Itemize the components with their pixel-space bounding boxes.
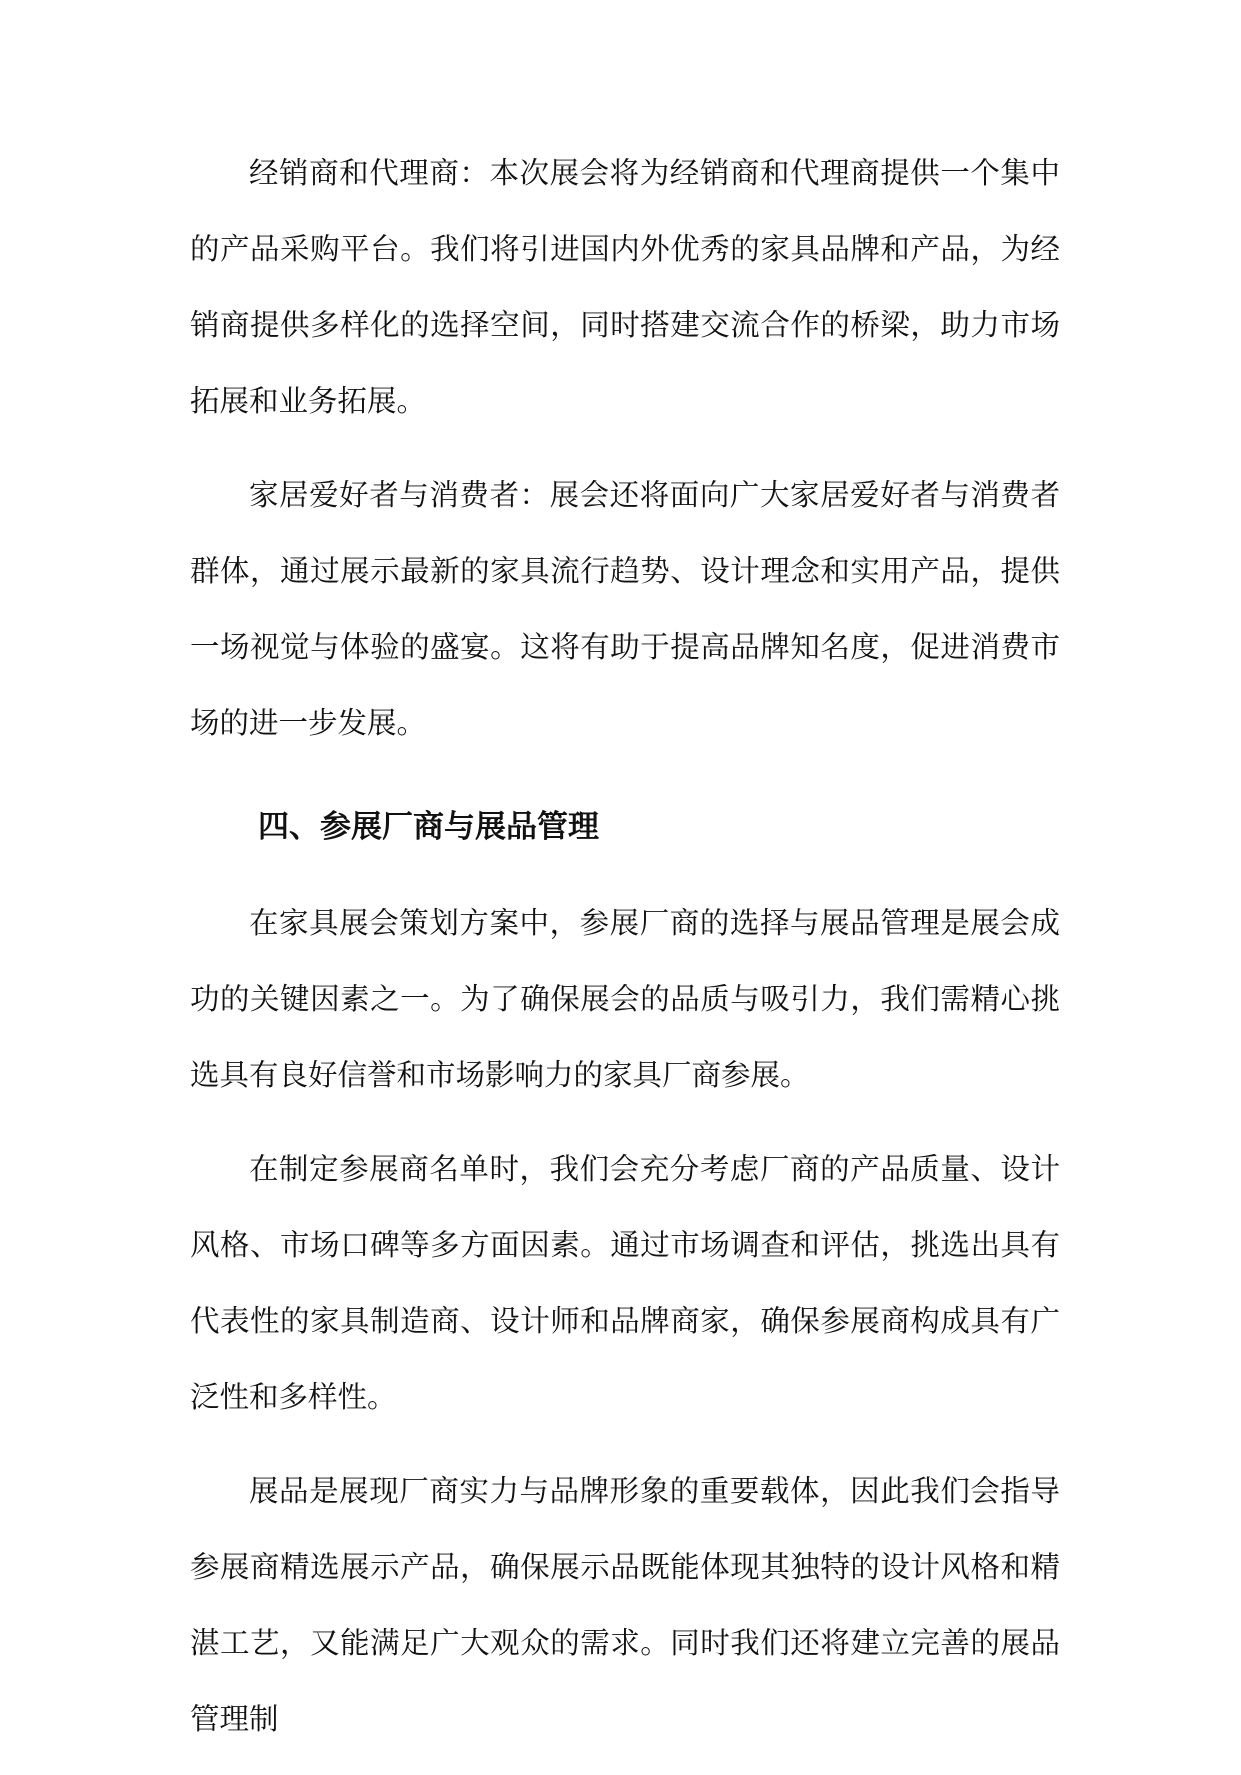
paragraph-exhibitor-list: 在制定参展商名单时，我们会充分考虑厂商的产品质量、设计风格、市场口碑等多方面因素。通过市场调查和评估，挑选出具有代表性的家具制造商、设计师和品牌商家，确保参展商构成具有广泛性和多样性。	[190, 1152, 1060, 1414]
section-heading: 四、参展厂商与展品管理	[258, 809, 599, 845]
paragraph-dealers-agents: 经销商和代理商：本次展会将为经销商和代理商提供一个集中的产品采购平台。我们将引进国内外优秀的家具品牌和产品，为经销商提供多样化的选择空间，同时搭建交流合作的桥梁，助力市场拓展和业务拓展。	[190, 156, 1060, 418]
paragraph-home-enthusiasts: 家居爱好者与消费者：展会还将面向广大家居爱好者与消费者群体，通过展示最新的家具流行趋势、设计理念和实用产品，提供一场视觉与体验的盛宴。这将有助于提高品牌知名度，促进消费市场的进一步发展。	[190, 478, 1060, 740]
paragraph-exhibitor-selection: 在家具展会策划方案中，参展厂商的选择与展品管理是展会成功的关键因素之一。为了确保展会的品质与吸引力，我们需精心挑选具有良好信誉和市场影响力的家具厂商参展。	[190, 906, 1060, 1092]
paragraph-exhibit-management: 展品是展现厂商实力与品牌形象的重要载体，因此我们会指导参展商精选展示产品，确保展示品既能体现其独特的设计风格和精湛工艺，又能满足广大观众的需求。同时我们还将建立完善的展品管理制	[190, 1474, 1060, 1736]
document-body	[190, 135, 1060, 1775]
